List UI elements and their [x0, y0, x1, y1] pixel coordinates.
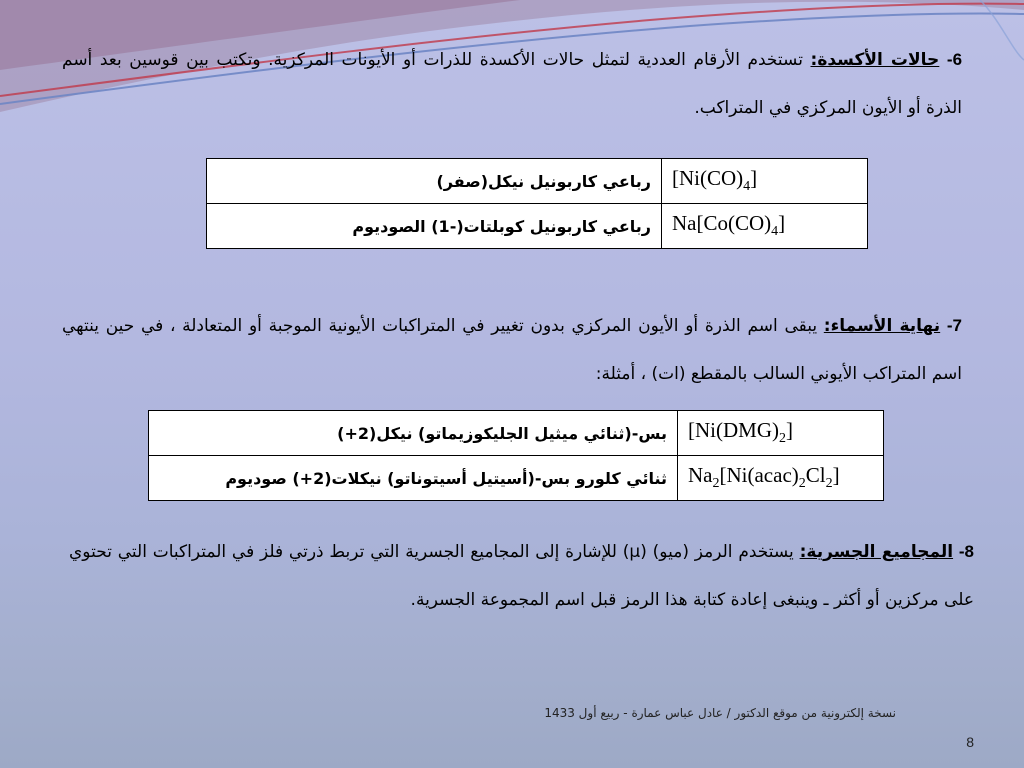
section-number: 6- [946, 50, 963, 69]
section-7-name-endings [62, 302, 962, 398]
footer-credit: نسخة إلكترونية من موقع الدكتور / عادل عباس عمارة - ربيع أول 1433 [544, 706, 896, 720]
section-text: تستخدم الأرقام العددية لتمثل حالات الأكسدة للذرات أو الأيونات المركزية. وتكتب بين قوسين بعد أسم الذرة أو الأيون المركزي في المتراكب. [62, 50, 962, 118]
formula-cell: $Na_2[Ni(acac)_2Cl_2]$ [678, 456, 884, 501]
table-row [149, 456, 884, 501]
table-row [149, 411, 884, 456]
section-number: 7- [946, 316, 963, 335]
section-6-oxidation-states [62, 36, 962, 132]
section-heading: حالات الأكسدة: [810, 50, 940, 70]
name-cell: رباعي كاربونيل كوبلتات(-1) الصوديوم [207, 204, 662, 249]
formula-cell: $[Ni(DMG)_2]$ [678, 411, 884, 456]
section-8-bridging-groups [69, 528, 974, 624]
table-ending-examples [148, 410, 884, 501]
section-number: 8- [958, 542, 975, 561]
section-heading: نهاية الأسماء: [823, 316, 941, 336]
section-text: يستخدم الرمز (ميو) (μ) للإشارة إلى المجاميع الجسرية التي تربط ذرتي فلز في المتراكبات التي تحتوي على مركزين أو أكثر ـ وينبغى إعادة كتابة هذا الرمز قبل اسم المجموعة الجسرية. [69, 542, 974, 610]
page-number: 8 [966, 734, 974, 750]
section-heading: المجاميع الجسرية: [799, 542, 954, 562]
formula-cell: $Na[Co(CO)_4]$ [662, 204, 868, 249]
table-oxidation-examples [206, 158, 868, 249]
formula-cell: $[Ni(CO)_4]$ [662, 159, 868, 204]
name-cell: رباعي كاربونيل نيكل(صفر) [207, 159, 662, 204]
table-row [207, 159, 868, 204]
name-cell: ثنائي كلورو بس-(أسيتيل أسيتوناتو) نيكلات(2+) صوديوم [149, 456, 678, 501]
section-text: يبقى اسم الذرة أو الأيون المركزي بدون تغيير في المتراكبات الأيونية الموجبة أو المتعادلة ، في حين ينتهي اسم المتراكب الأيوني السالب بالمقطع (ات) ، أمثلة: [62, 316, 962, 384]
table-row [207, 204, 868, 249]
name-cell: بس-(ثنائي ميثيل الجليكوزيماتو) نيكل(2+) [149, 411, 678, 456]
